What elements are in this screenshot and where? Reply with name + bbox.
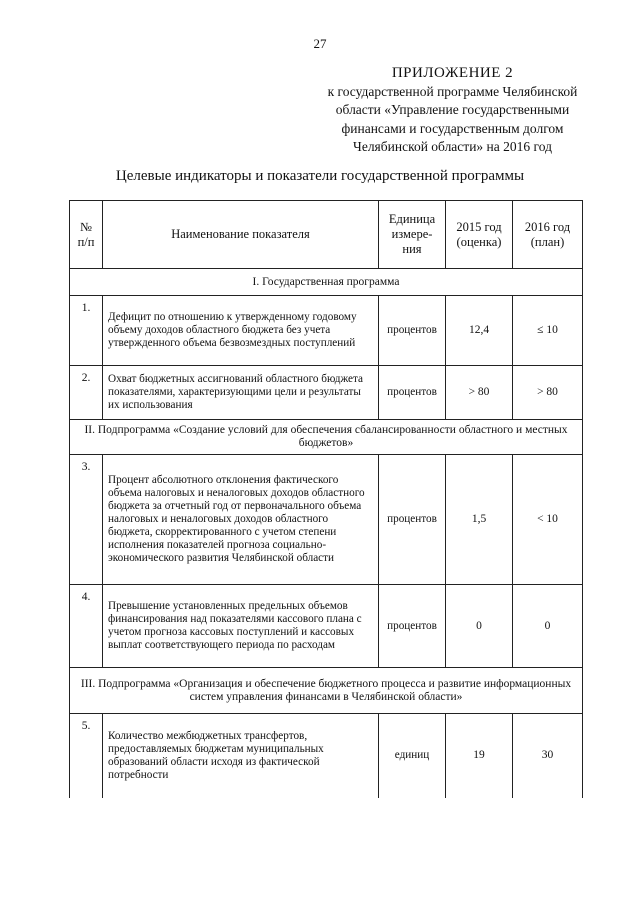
section-title: II. Подпрограмма «Создание условий для обеспечения сбалансированности областного и местных бюджетов» [70, 420, 583, 455]
indicator-name: Процент абсолютного отклонения фактического объема налоговых и неналоговых доходов областного бюджета за отчетный год от первоначального объема налоговых и неналоговых доходов областного бюджета, скорректированного с учетом степени исполнения показателей прогноза социально-экономического развития Челябинской области [103, 455, 379, 585]
section-title: III. Подпрограмма «Организация и обеспечение бюджетного процесса и развитие информационных систем управления финансами в Челябинской области» [70, 668, 583, 714]
header-2015 [446, 201, 513, 269]
value-2016: 0 [513, 585, 583, 668]
header-num-line: № [80, 219, 92, 234]
appendix-title: ПРИЛОЖЕНИЕ 2 [391, 65, 514, 81]
row-number: 2. [70, 366, 103, 420]
value-2016: < 10 [513, 455, 583, 585]
value-2016: > 80 [513, 366, 583, 420]
table-row [70, 714, 583, 798]
header-2016 [513, 201, 583, 269]
header-num [70, 201, 103, 269]
indicator-name: Охват бюджетных ассигнований областного бюджета показателями, характеризующими цели и результаты их использования [103, 366, 379, 420]
header-2016-line: 2016 год [524, 219, 571, 234]
header-unit-line: Единица [388, 212, 436, 226]
row-number: 5. [70, 714, 103, 798]
header-2016-line: (план) [530, 234, 565, 249]
header-unit-line: ния [402, 242, 422, 256]
indicator-name: Количество межбюджетных трансфертов, предоставляемых бюджетам муниципальных образований области исходя из фактической потребности [103, 714, 379, 798]
header-unit [379, 201, 446, 269]
indicator-unit: единиц [379, 714, 446, 798]
document-title: Целевые индикаторы и показатели государственной программы [115, 168, 525, 184]
appendix-line: финансами и государственным долгом [341, 120, 564, 136]
row-number: 4. [70, 585, 103, 668]
appendix-line: Челябинской области» на 2016 год [353, 139, 552, 154]
section-title: I. Государственная программа [70, 269, 583, 296]
table-row [70, 366, 583, 420]
appendix-header [300, 64, 605, 157]
indicator-name: Дефицит по отношению к утвержденному годовому объему доходов областного бюджета без учета утвержденного объема безвозмездных поступлений [103, 296, 379, 366]
appendix-line: области «Управление государственными [335, 102, 570, 117]
value-2015: 1,5 [446, 455, 513, 585]
row-number: 3. [70, 455, 103, 585]
indicator-unit: процентов [379, 366, 446, 420]
indicator-unit: процентов [379, 585, 446, 668]
table-row [70, 585, 583, 668]
indicator-name: Превышение установленных предельных объемов финансирования над показателями кассового плана с учетом прогноза кассовых поступлений и кассовых выплат соответствующего периода по расходам [103, 585, 379, 668]
value-2016: ≤ 10 [513, 296, 583, 366]
indicator-unit: процентов [379, 296, 446, 366]
header-2015-line: (оценка) [456, 234, 502, 249]
table-row [70, 455, 583, 585]
value-2016: 30 [513, 714, 583, 798]
header-num-line: п/п [77, 234, 95, 249]
header-2015-line: 2015 год [456, 219, 502, 234]
row-number: 1. [70, 296, 103, 366]
value-2015: 0 [446, 585, 513, 668]
header-unit-line: измере- [391, 227, 433, 241]
section-row [70, 269, 583, 296]
appendix-line: к государственной программе Челябинской [327, 83, 578, 99]
value-2015: 12,4 [446, 296, 513, 366]
indicators-table [69, 200, 583, 798]
table-header-row [70, 201, 583, 269]
value-2015: > 80 [446, 366, 513, 420]
table-row [70, 296, 583, 366]
value-2015: 19 [446, 714, 513, 798]
header-name: Наименование показателя [103, 201, 379, 269]
section-row [70, 420, 583, 455]
indicator-unit: процентов [379, 455, 446, 585]
section-row [70, 668, 583, 714]
page-number: 27 [313, 36, 327, 51]
